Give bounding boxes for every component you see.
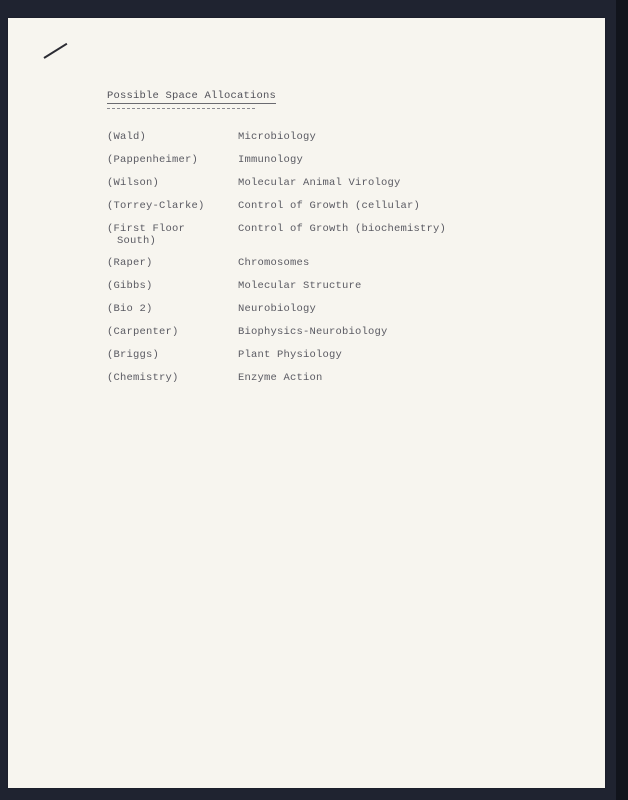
allocation-area: Biophysics-Neurobiology [238,326,388,338]
allocation-area: Control of Growth (biochemistry) [238,223,447,235]
allocation-name: (Pappenheimer) [107,154,199,166]
allocation-area: Molecular Structure [238,280,362,292]
allocation-name: (Chemistry) [107,372,179,384]
allocation-name: (Gibbs) [107,280,153,292]
allocation-name: (Bio 2) [107,303,153,315]
allocation-name: (Carpenter) [107,326,179,338]
allocation-name: (Wald) [107,131,147,143]
allocation-area: Enzyme Action [238,372,323,384]
allocation-area: Control of Growth (cellular) [238,200,421,212]
allocation-area: Plant Physiology [238,349,343,361]
allocation-name: (Torrey-Clarke) [107,200,205,212]
allocation-area: Immunology [238,154,304,166]
allocation-name: (First Floor South) [107,223,186,247]
allocation-name: (Wilson) [107,177,160,189]
allocation-area: Microbiology [238,131,317,143]
document-title: Possible Space Allocations [107,90,277,102]
allocation-name: (Raper) [107,257,153,269]
allocation-name: (Briggs) [107,349,160,361]
allocation-area: Chromosomes [238,257,310,269]
title-underline [107,108,255,109]
allocation-area: Molecular Animal Virology [238,177,401,189]
scan-edge [616,0,628,800]
allocation-area: Neurobiology [238,303,317,315]
